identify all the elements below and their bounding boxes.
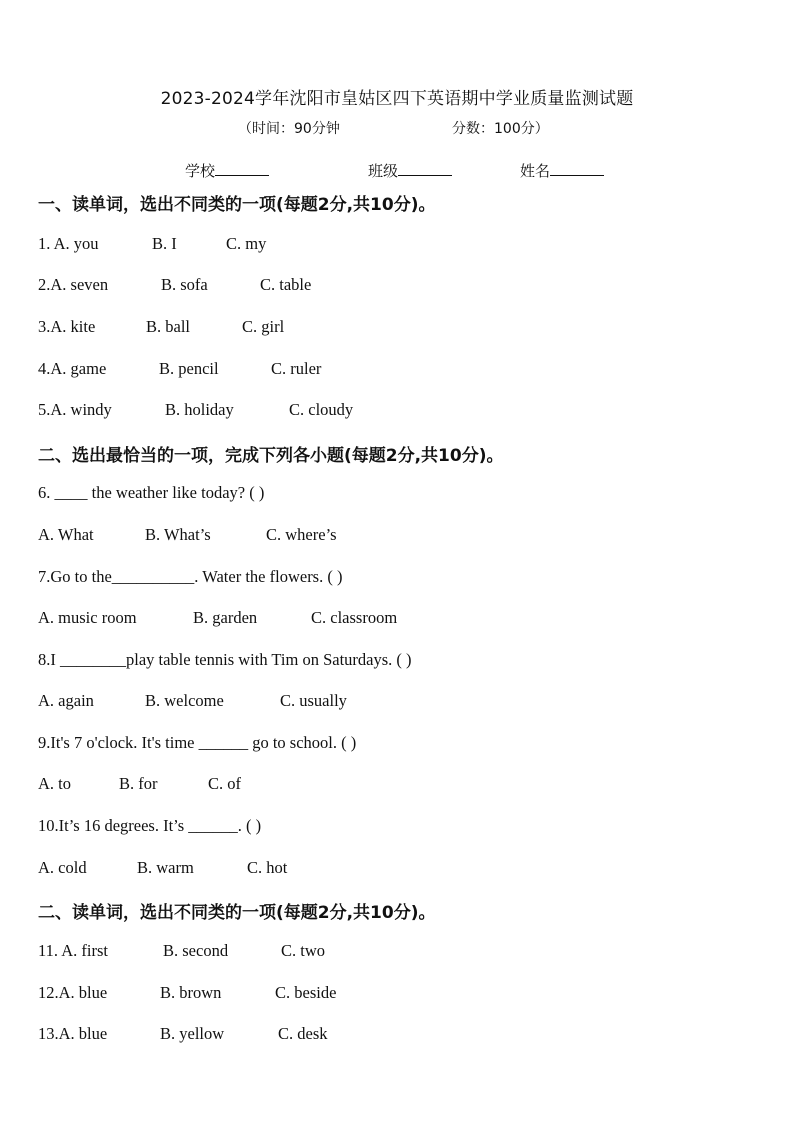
question-12	[38, 983, 336, 1003]
q7-option-b: B. garden	[193, 608, 258, 627]
q13-option-b: B. yellow	[160, 1024, 225, 1043]
q7-option-c: C. classroom	[311, 608, 398, 627]
q9-option-c: C. of	[208, 774, 241, 793]
question-2	[38, 275, 311, 295]
exam-score: 分数：100分）	[452, 121, 549, 137]
q6-option-a: A. What	[38, 525, 94, 544]
question-5	[38, 400, 353, 420]
question-13	[38, 1024, 328, 1044]
question-9: 9.It's 7 o'clock. It's time ______ go to school. ( )	[38, 733, 357, 752]
q7-option-a: A. music room	[38, 608, 137, 627]
class-blank	[398, 163, 452, 176]
question-10-options	[38, 858, 287, 878]
school-label: 学校	[185, 162, 216, 180]
q1-option-c: C. my	[226, 234, 267, 253]
q2-option-b: B. sofa	[161, 275, 208, 294]
q8-option-a: A. again	[38, 691, 94, 710]
question-8-options	[38, 691, 347, 711]
question-3	[38, 317, 284, 337]
class-field	[368, 160, 452, 181]
section-heading-2: 二、选出最恰当的一项，完成下列各小题(每题2分,共10分)。	[38, 446, 504, 466]
q5-option-c: C. cloudy	[289, 400, 354, 419]
q8-option-b: B. welcome	[145, 691, 224, 710]
q11-option-c: C. two	[281, 941, 326, 960]
q11-option-a: 11. A. first	[38, 941, 108, 960]
q4-option-b: B. pencil	[159, 359, 219, 378]
question-6-options	[38, 525, 337, 545]
q12-option-b: B. brown	[160, 983, 222, 1002]
q10-option-a: A. cold	[38, 858, 87, 877]
q2-option-c: C. table	[260, 275, 312, 294]
q12-option-a: 12.A. blue	[38, 983, 108, 1002]
q13-option-a: 13.A. blue	[38, 1024, 108, 1043]
q6-option-b: B. What’s	[145, 525, 211, 544]
school-field	[185, 160, 269, 181]
section-heading-1: 一、读单词，选出不同类的一项(每题2分,共10分)。	[38, 195, 436, 215]
q9-option-b: B. for	[119, 774, 158, 793]
q13-option-c: C. desk	[278, 1024, 328, 1043]
q3-option-a: 3.A. kite	[38, 317, 96, 336]
q12-option-c: C. beside	[275, 983, 337, 1002]
question-8: 8.I ________play table tennis with Tim on Saturdays. ( )	[38, 650, 412, 669]
class-label: 班级	[368, 162, 399, 180]
q1-option-b: B. I	[152, 234, 177, 253]
question-7: 7.Go to the__________. Water the flowers. ( )	[38, 567, 343, 586]
q6-option-c: C. where’s	[266, 525, 337, 544]
question-4	[38, 359, 321, 379]
question-6: 6. ____ the weather like today? ( )	[38, 483, 265, 502]
question-7-options	[38, 608, 397, 628]
q11-option-b: B. second	[163, 941, 229, 960]
name-field	[520, 160, 604, 181]
q1-option-a: 1. A. you	[38, 234, 99, 253]
name-blank	[550, 163, 604, 176]
exam-time: （时间：90分钟	[238, 121, 340, 137]
q3-option-b: B. ball	[146, 317, 190, 336]
question-9-options	[38, 774, 241, 794]
q10-option-b: B. warm	[137, 858, 194, 877]
q3-option-c: C. girl	[242, 317, 285, 336]
school-blank	[215, 163, 269, 176]
q9-option-a: A. to	[38, 774, 71, 793]
section-heading-3: 二、读单词，选出不同类的一项(每题2分,共10分)。	[38, 903, 436, 923]
name-label: 姓名	[520, 162, 551, 180]
page-title: 2023-2024学年沈阳市皇姑区四下英语期中学业质量监测试题	[160, 89, 634, 109]
q4-option-c: C. ruler	[271, 359, 322, 378]
question-1	[38, 234, 266, 254]
q4-option-a: 4.A. game	[38, 359, 107, 378]
q5-option-b: B. holiday	[165, 400, 234, 419]
question-10: 10.It’s 16 degrees. It’s ______. ( )	[38, 816, 262, 835]
q5-option-a: 5.A. windy	[38, 400, 112, 419]
q2-option-a: 2.A. seven	[38, 275, 109, 294]
question-11	[38, 941, 325, 961]
q8-option-c: C. usually	[280, 691, 347, 710]
q10-option-c: C. hot	[247, 858, 288, 877]
